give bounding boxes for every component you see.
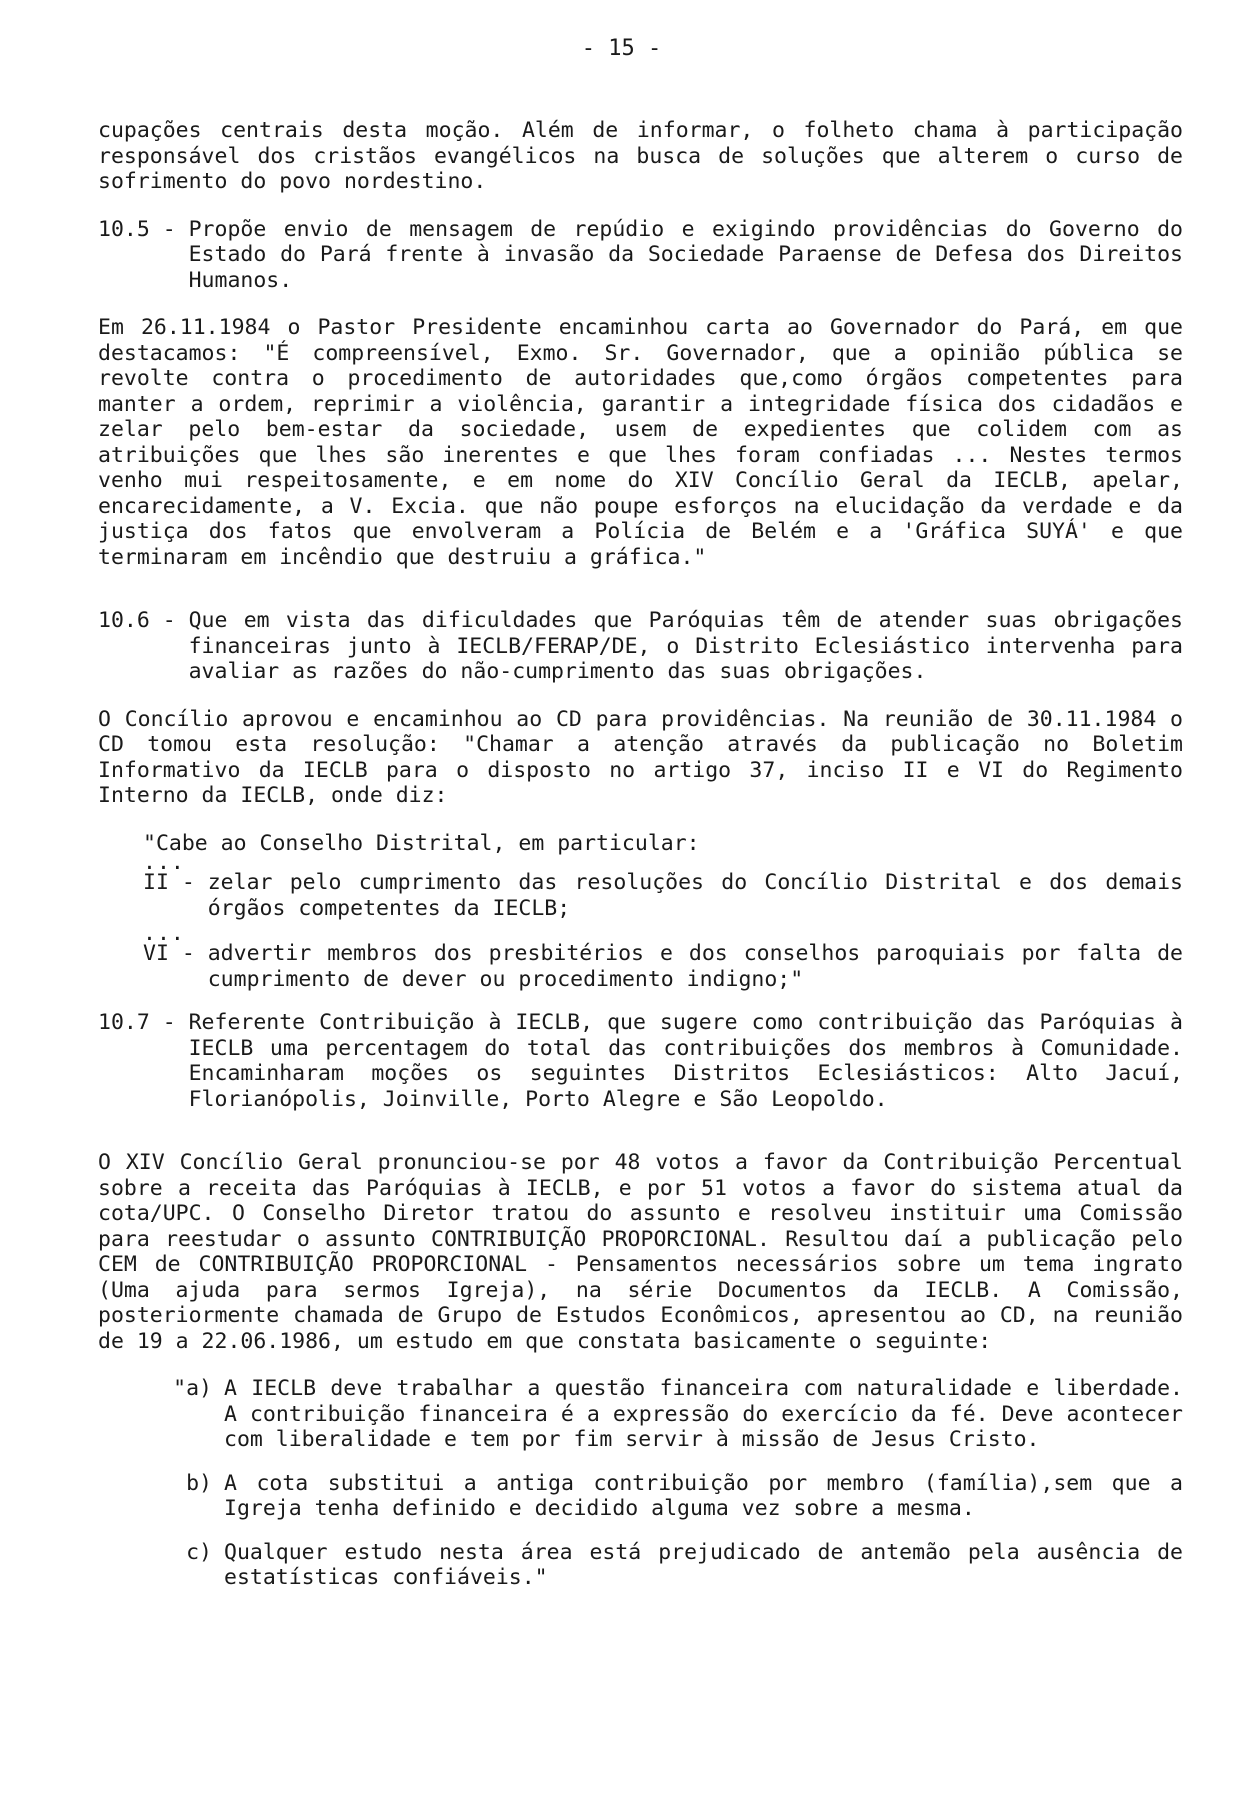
inciso-text: zelar pelo cumprimento das resoluções do Concílio Distrital e dos demais órgãos competentes da IECLB; bbox=[207, 870, 1183, 921]
list-item-label: b) bbox=[186, 1470, 212, 1496]
item-text: Que em vista das dificuldades que Paróquias têm de atender suas obrigações financeiras junto à IECLB/FERAP/DE, o Distrito Eclesiástico intervenha para avaliar as razões do não-cumprimento das suas obrigações. bbox=[188, 608, 1183, 684]
list-item bbox=[140, 1376, 1183, 1453]
item-10-6 bbox=[98, 608, 1183, 685]
paragraph-intro: cupações centrais desta moção. Além de informar, o folheto chama à participação responsável dos cristãos evangélicos na busca de soluções que alterem o curso de sofrimento do povo nordestino. bbox=[98, 118, 1183, 194]
item-10-5 bbox=[98, 217, 1183, 294]
list-item bbox=[140, 1471, 1183, 1522]
list-item-text: Qualquer estudo nesta área está prejudicado de antemão pela ausência de estatísticas confiáveis." bbox=[224, 1539, 1183, 1590]
paragraph-carta-governador: Em 26.11.1984 o Pastor Presidente encaminhou carta ao Governador do Pará, em que destacamos: "É compreensível, Exmo. Sr. Governador, que a opinião pública se revolte contra o procedimento de autoridades que,como órgãos competentes para manter a ordem, reprimir a violência, garantir a integridade física dos cidadãos e zelar pelo bem-estar da sociedade, usem de expedientes que colidem com as atribuições que lhes são inerentes e que lhes foram confiadas ... Nestes termos venho mui respeitosamente, e em nome do XIV Concílio Geral da IECLB, apelar, encarecidamente, a V. Excia. que não poupe esforços na elucidação da verdade e da justiça dos fatos que envolveram a Polícia de Belém e a 'Gráfica SUYÁ' e que terminaram em incêndio que destruiu a gráfica." bbox=[98, 315, 1183, 570]
page-number: - 15 - bbox=[581, 36, 662, 61]
item-number: 10.5 - bbox=[98, 216, 189, 242]
quote-intro: "Cabe ao Conselho Distrital, em particular: bbox=[143, 830, 700, 856]
inciso-text: advertir membros dos presbitérios e dos conselhos paroquiais por falta de cumprimento de dever ou procedimento indigno;" bbox=[207, 941, 1183, 992]
ellipsis: ... bbox=[143, 850, 185, 875]
list-item-label: "a) bbox=[173, 1376, 212, 1401]
inciso-vi bbox=[143, 941, 1183, 992]
findings-list bbox=[140, 1376, 1183, 1591]
list-item-label: c) bbox=[186, 1539, 212, 1565]
inciso-label: VI - bbox=[143, 941, 208, 966]
inciso-label: II - bbox=[143, 870, 208, 895]
item-number: 10.7 - bbox=[98, 1010, 189, 1035]
page-content bbox=[98, 118, 1183, 1591]
paragraph-xiv-concilio: O XIV Concílio Geral pronunciou-se por 48 votos a favor da Contribuição Percentual sobre a receita das Paróquias à IECLB, e por 51 votos a favor do sistema atual da cota/UPC. O Conselho Diretor tratou do assunto e resolveu instituir uma Comissão para reestudar o assunto CONTRIBUIÇÃO PROPORCIONAL. Resultou daí a publicação pelo CEM de CONTRIBUIÇÃO PROPORCIONAL - Pensamentos necessários sobre um tema ingrato (Uma ajuda para sermos Igreja), na série Documentos da IECLB. A Comissão, posteriormente chamada de Grupo de Estudos Econômicos, apresentou ao CD, na reunião de 19 a 22.06.1986, um estudo em que constata basicamente o seguinte: bbox=[98, 1150, 1183, 1354]
ellipsis: ... bbox=[143, 921, 185, 946]
list-item bbox=[140, 1540, 1183, 1591]
paragraph-concilio-aprovou: O Concílio aprovou e encaminhou ao CD para providências. Na reunião de 30.11.1984 o CD tomou esta resolução: "Chamar a atenção através da publicação no Boletim Informativo da IECLB para o disposto no artigo 37, inciso II e VI do Regimento Interno da IECLB, onde diz: bbox=[98, 706, 1183, 808]
item-text: Referente Contribuição à IECLB, que sugere como contribuição das Paróquias à IECLB uma percentagem do total das contribuições dos membros à Comunidade. Encaminharam moções os seguintes Distritos Eclesiásticos: Alto Jacuí, Florianópolis, Joinville, Porto Alegre e São Leopoldo. bbox=[188, 1010, 1183, 1112]
item-10-7 bbox=[98, 1010, 1183, 1112]
inciso-ii bbox=[143, 870, 1183, 921]
list-item-text: A cota substitui a antiga contribuição por membro (família),sem que a Igreja tenha definido e decidido alguma vez sobre a mesma. bbox=[224, 1470, 1183, 1521]
item-number: 10.6 - bbox=[98, 608, 189, 633]
list-item-text: A IECLB deve trabalhar a questão financeira com naturalidade e liberdade. A contribuição financeira é a expressão do exercício da fé. Deve acontecer com liberalidade e tem por fim servir à missão de Jesus Cristo. bbox=[224, 1376, 1183, 1452]
item-text: Propõe envio de mensagem de repúdio e exigindo providências do Governo do Estado do Pará frente à invasão da Sociedade Paraense de Defesa dos Direitos Humanos. bbox=[188, 216, 1183, 293]
